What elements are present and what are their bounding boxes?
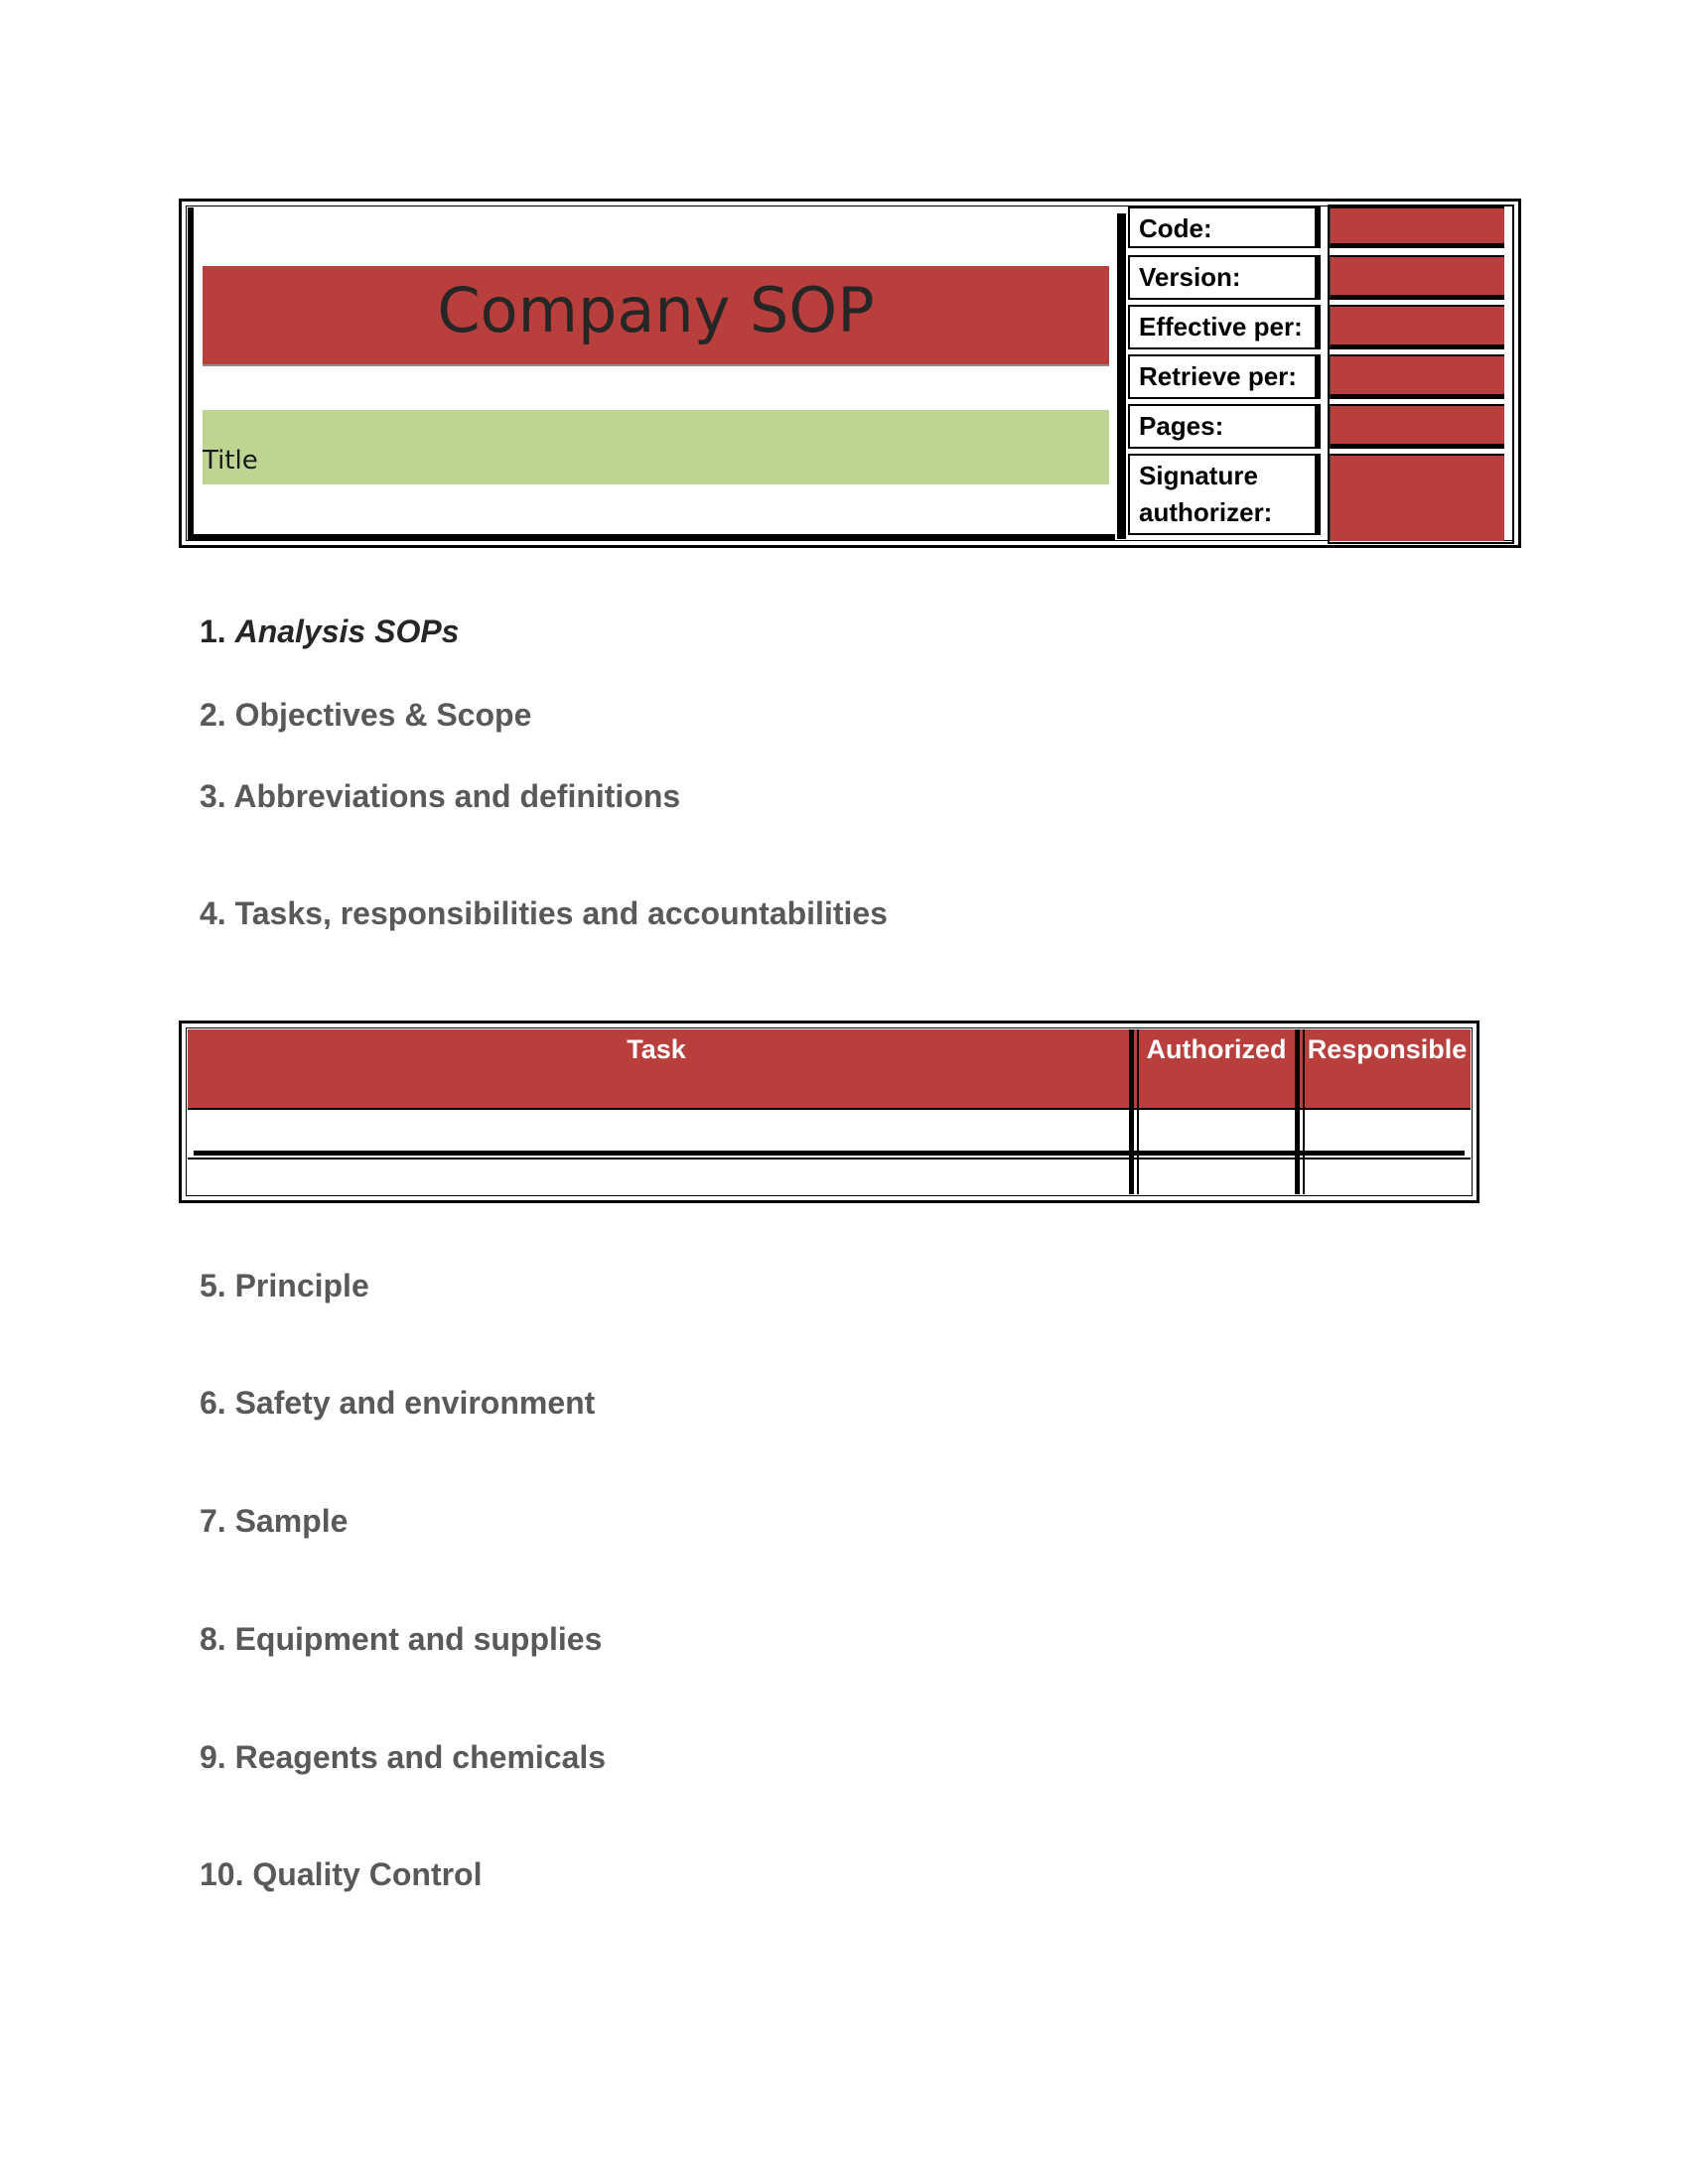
meta-label-pages: Pages:	[1128, 404, 1321, 449]
column-header-authorized: Authorized	[1146, 1034, 1287, 1064]
section-title: Quality Control	[252, 1856, 483, 1892]
section-heading-2	[200, 697, 531, 734]
meta-value-effective[interactable]	[1330, 305, 1504, 349]
section-heading-6	[200, 1385, 595, 1422]
meta-value-signature[interactable]	[1330, 454, 1504, 541]
section-number: 10.	[200, 1856, 244, 1892]
section-heading-3	[200, 778, 680, 815]
meta-value-code[interactable]	[1330, 206, 1504, 248]
section-heading-7	[200, 1503, 348, 1540]
header-left-panel	[188, 207, 1115, 541]
table-row	[188, 1110, 1471, 1151]
task-cell[interactable]	[188, 1160, 1129, 1194]
section-heading-5	[200, 1268, 369, 1304]
column-header-responsible: Responsible	[1307, 1034, 1468, 1064]
task-cell[interactable]	[188, 1110, 1129, 1151]
section-title: Sample	[234, 1503, 349, 1539]
section-heading-9	[200, 1739, 606, 1776]
section-number: 8.	[200, 1621, 226, 1657]
section-heading-1	[200, 614, 459, 650]
section-title: Tasks, responsibilities and accountabilities	[234, 895, 888, 931]
section-number: 9.	[200, 1739, 226, 1775]
section-title: Objectives & Scope	[234, 697, 532, 733]
section-number: 3.	[200, 778, 226, 814]
table-header-row	[188, 1029, 1471, 1108]
section-title: Safety and environment	[234, 1385, 596, 1421]
meta-label-retrieve: Retrieve per:	[1128, 354, 1321, 399]
section-heading-10	[200, 1856, 482, 1893]
section-number: 1.	[200, 614, 226, 649]
section-title: Analysis SOPs	[234, 614, 460, 649]
company-title-band	[203, 266, 1109, 366]
table-row	[188, 1160, 1471, 1194]
section-number: 2.	[200, 697, 226, 733]
meta-value-pages[interactable]	[1330, 404, 1504, 449]
section-heading-8	[200, 1621, 602, 1658]
meta-value-version[interactable]	[1330, 255, 1504, 300]
authorized-cell[interactable]	[1139, 1110, 1296, 1151]
meta-value-retrieve[interactable]	[1330, 354, 1504, 399]
section-title: Principle	[234, 1268, 369, 1303]
document-title-label: Title	[203, 446, 258, 476]
meta-label-version: Version:	[1128, 255, 1321, 300]
responsible-cell[interactable]	[1305, 1160, 1471, 1194]
column-header-task: Task	[627, 1034, 686, 1064]
section-number: 7.	[200, 1503, 226, 1539]
meta-label-signature: Signature authorizer:	[1128, 454, 1321, 535]
section-number: 4.	[200, 895, 226, 931]
company-title: Company SOP	[437, 274, 875, 346]
meta-label-effective: Effective per:	[1128, 305, 1321, 349]
section-title: Abbreviations and definitions	[233, 778, 681, 814]
document-title-field[interactable]	[203, 410, 1109, 484]
section-number: 6.	[200, 1385, 226, 1421]
sop-header-block	[179, 199, 1521, 548]
row-divider	[194, 1151, 1465, 1156]
task-responsibility-table	[179, 1021, 1479, 1203]
responsible-cell[interactable]	[1305, 1110, 1471, 1151]
authorized-cell[interactable]	[1139, 1160, 1296, 1194]
header-divider	[1117, 213, 1126, 539]
section-title: Reagents and chemicals	[234, 1739, 607, 1775]
section-number: 5.	[200, 1268, 226, 1303]
section-title: Equipment and supplies	[234, 1621, 603, 1657]
meta-label-code: Code:	[1128, 206, 1321, 248]
section-heading-4	[200, 895, 888, 932]
